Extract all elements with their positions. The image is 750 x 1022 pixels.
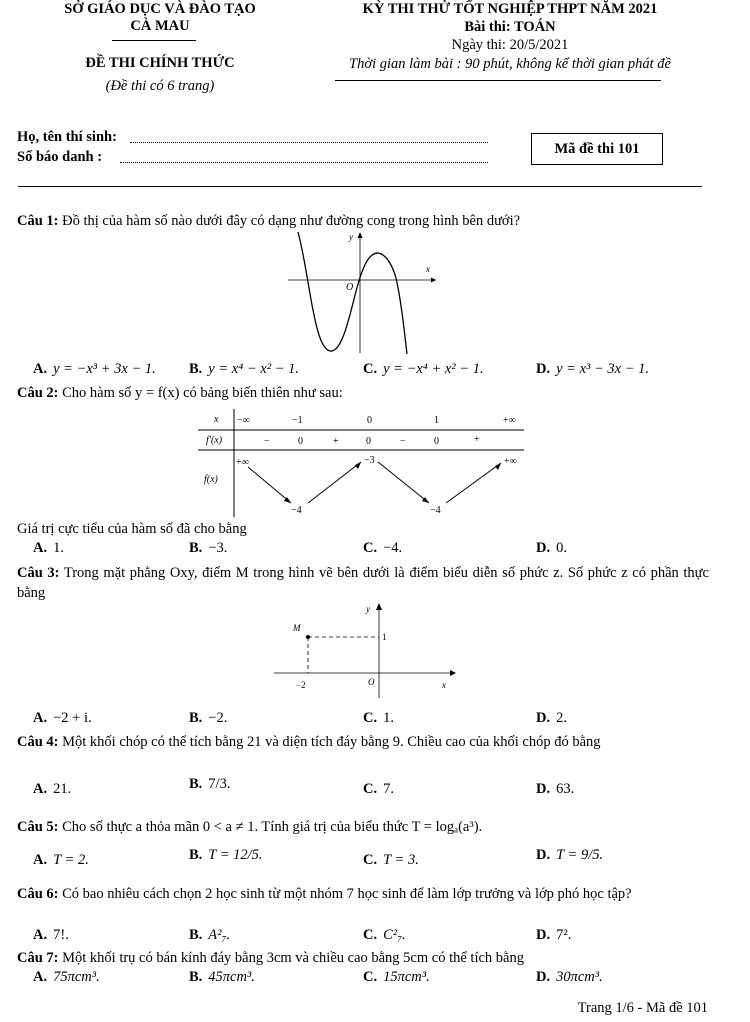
exam-subject: Bài thi: TOÁN [464, 19, 556, 35]
graph3-point-m [306, 635, 310, 639]
question-7-text: Một khối trụ có bán kính đáy bằng 3cm và chiều cao bằng 5cm có thể tích bằng [62, 950, 524, 966]
question-1-option-c[interactable]: C. y = −x⁴ + x² − 1. [363, 361, 484, 377]
table-fprime-sign: − [264, 436, 270, 447]
graph1-x-label: x [426, 264, 430, 274]
question-5 [17, 817, 709, 837]
graph1-origin-label: O [346, 282, 354, 293]
question-3-number: Câu 3: [17, 565, 60, 581]
table-arrow-up-2 [446, 463, 501, 503]
question-2-option-a[interactable]: A. 1. [33, 540, 64, 556]
question-7-number: Câu 7: [17, 950, 59, 966]
variation-table [198, 407, 528, 519]
question-4 [17, 732, 709, 752]
question-3-graph [270, 600, 460, 700]
question-3-option-b[interactable]: B. −2. [189, 710, 228, 726]
table-x-value: +∞ [503, 415, 516, 426]
graph3-x-arrow [450, 670, 456, 676]
table-fprime-sign: 0 [434, 436, 439, 447]
question-1-text: Đồ thị của hàm số nào dưới đây có dạng như đường cong trong hình bên dưới? [62, 213, 521, 229]
question-1-option-d[interactable]: D. y = x³ − 3x − 1. [536, 361, 649, 377]
exam-code-box: Mã đề thi 101 [531, 133, 663, 165]
question-1-option-a[interactable]: A. y = −x³ + 3x − 1. [33, 361, 156, 377]
question-1-number: Câu 1: [17, 213, 59, 229]
table-f-value: −4 [291, 505, 302, 516]
table-fprime-sign: 0 [366, 436, 371, 447]
table-arrow-down-2 [378, 462, 429, 503]
question-4-option-c[interactable]: C. 7. [363, 781, 394, 797]
question-3-option-a[interactable]: A. −2 + i. [33, 710, 92, 726]
graph3-xm2-label: −2 [296, 680, 306, 690]
table-fprime-label: f′(x) [206, 435, 223, 446]
graph1-y-label: y [349, 232, 353, 242]
table-f-value: −4 [430, 505, 441, 516]
question-6-option-d[interactable]: D. 7². [536, 927, 572, 943]
header-underline-left [112, 40, 196, 41]
question-3 [17, 563, 709, 603]
question-7 [17, 948, 709, 968]
table-fprime-sign: − [400, 436, 406, 447]
question-3-text: Trong mặt phẳng Oxy, điểm M trong hình vẽ bên dưới là điểm biểu diễn số phức z. Số phức z có phần thực bằng [17, 565, 709, 601]
table-fprime-sign: + [474, 434, 480, 445]
table-x-value: 0 [367, 415, 372, 426]
pages-note: (Đề thi có 6 trang) [105, 78, 215, 94]
question-1-graph [280, 228, 440, 358]
graph1-curve [298, 232, 407, 354]
question-1-option-b[interactable]: B. y = x⁴ − x² − 1. [189, 361, 299, 377]
graph3-m-label: M [293, 623, 301, 633]
candidate-name-field[interactable] [130, 129, 488, 143]
question-7-option-d[interactable]: D. 30πcm³. [536, 969, 603, 985]
graph3-origin-label: O [368, 677, 375, 687]
question-7-option-a[interactable]: A. 75πcm³. [33, 969, 100, 985]
table-x-value: −1 [292, 415, 303, 426]
table-arrow-down-1 [248, 467, 291, 503]
graph3-x-label: x [442, 680, 446, 690]
header-underline-right [335, 80, 661, 81]
table-x-value: −∞ [237, 415, 250, 426]
table-f-value: +∞ [236, 457, 249, 468]
table-f-value: −3 [364, 455, 375, 466]
question-6-option-c[interactable]: C. C²₇. [363, 927, 406, 943]
graph1-y-arrow [358, 232, 363, 238]
department-line2: CÀ MAU [130, 18, 190, 34]
table-f-value: +∞ [504, 456, 517, 467]
table-fprime-sign: + [333, 436, 339, 447]
question-2-option-d[interactable]: D. 0. [536, 540, 567, 556]
question-6-option-a[interactable]: A. 7!. [33, 927, 69, 943]
separator-line [18, 186, 702, 187]
table-x-label: x [214, 414, 219, 425]
candidate-id-field[interactable] [120, 149, 488, 163]
exam-title: KỲ THI THỬ TỐT NGHIỆP THPT NĂM 2021 [362, 1, 658, 17]
table-arrow-up-1 [308, 462, 361, 503]
question-5-option-c[interactable]: C. T = 3. [363, 852, 419, 868]
question-6-text: Có bao nhiêu cách chọn 2 học sinh từ một nhóm 7 học sinh để làm lớp trưởng và lớp phó học tập? [62, 886, 632, 902]
question-4-option-d[interactable]: D. 63. [536, 781, 575, 797]
question-4-number: Câu 4: [17, 734, 59, 750]
candidate-id-label: Số báo danh : [17, 149, 103, 165]
exam-duration: Thời gian làm bài : 90 phút, không kể thời gian phát đề [349, 56, 671, 72]
question-6-number: Câu 6: [17, 886, 59, 902]
graph1-x-arrow [431, 278, 436, 283]
official-label: ĐỀ THI CHÍNH THỨC [85, 55, 235, 71]
question-2-number: Câu 2: [17, 385, 59, 401]
question-5-option-b[interactable]: B. T = 12/5. [189, 847, 263, 863]
question-4-option-a[interactable]: A. 21. [33, 781, 72, 797]
question-3-option-c[interactable]: C. 1. [363, 710, 394, 726]
question-4-text: Một khối chóp có thể tích bằng 21 và diện tích đáy bằng 9. Chiều cao của khối chóp đó bằng [62, 734, 601, 750]
question-2 [17, 383, 709, 403]
question-5-number: Câu 5: [17, 819, 59, 835]
page-footer: Trang 1/6 - Mã đề 101 [577, 1000, 708, 1016]
question-2-text: Cho hàm số y = f(x) có bảng biến thiên như sau: [62, 385, 343, 401]
question-4-option-b[interactable]: B. 7/3. [189, 776, 231, 792]
table-f-label: f(x) [204, 474, 218, 485]
graph3-y1-label: 1 [382, 632, 387, 642]
question-7-option-c[interactable]: C. 15πcm³. [363, 969, 430, 985]
question-2-option-c[interactable]: C. −4. [363, 540, 403, 556]
exam-date: Ngày thi: 20/5/2021 [451, 37, 569, 53]
question-5-option-d[interactable]: D. T = 9/5. [536, 847, 604, 863]
table-fprime-sign: 0 [298, 436, 303, 447]
question-2-text2: Giá trị cực tiểu của hàm số đã cho bằng [17, 521, 247, 537]
table-x-value: 1 [434, 415, 439, 426]
graph3-y-label: y [366, 604, 370, 614]
question-2-option-b[interactable]: B. −3. [189, 540, 228, 556]
question-3-option-d[interactable]: D. 2. [536, 710, 567, 726]
question-6-option-b[interactable]: B. A²₇. [189, 927, 231, 943]
question-5-text: Cho số thực a thỏa mãn 0 < a ≠ 1. Tính giá trị của biểu thức T = logₐ(a³). [62, 819, 483, 835]
graph3-y-arrow [376, 603, 382, 610]
question-7-option-b[interactable]: B. 45πcm³. [189, 969, 255, 985]
question-5-option-a[interactable]: A. T = 2. [33, 852, 89, 868]
question-6 [17, 884, 709, 904]
candidate-name-label: Họ, tên thí sinh: [17, 129, 117, 145]
department-line1: SỞ GIÁO DỤC VÀ ĐÀO TẠO [64, 1, 256, 17]
